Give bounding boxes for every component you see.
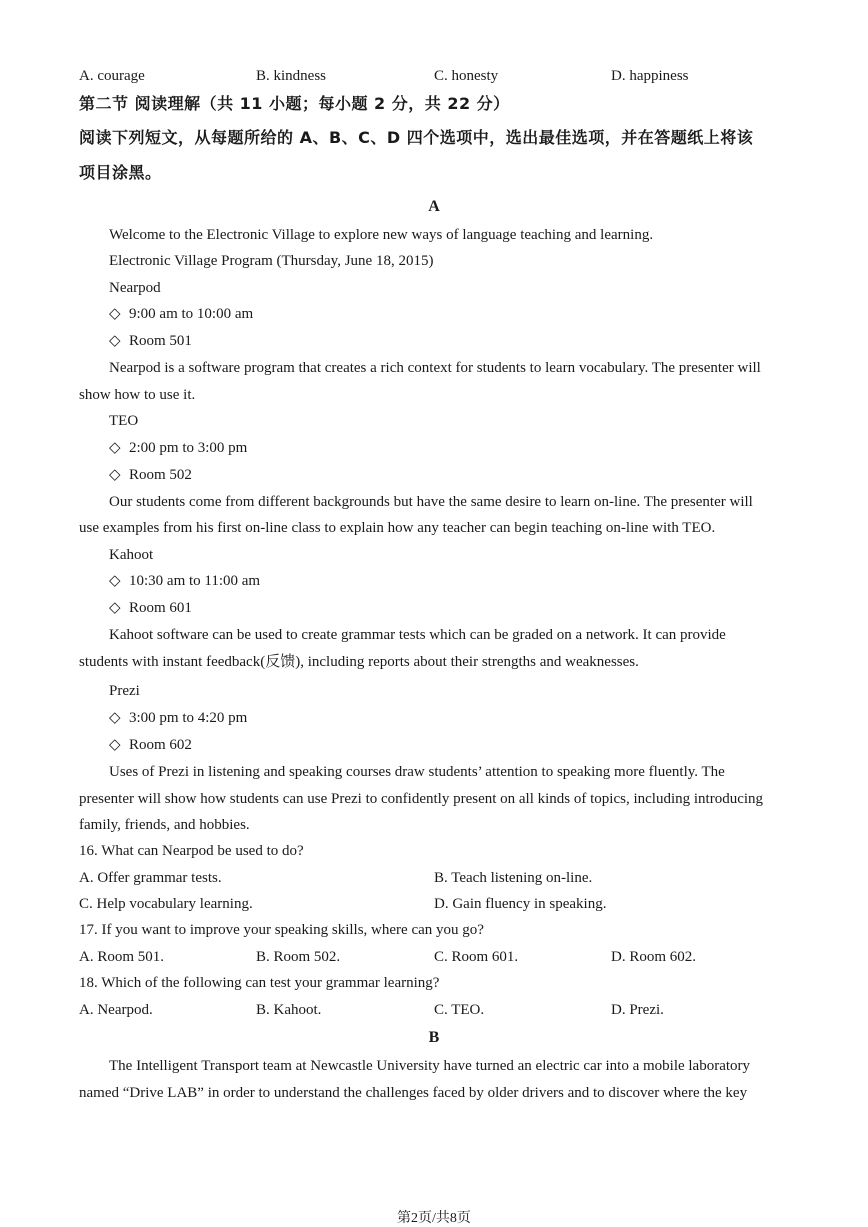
session-prezi-desc-cont: presenter will show how students can use Prezi to confidently present on all kinds of topics, including introducing [79, 791, 764, 807]
program-title: Electronic Village Program (Thursday, June 18, 2015) [109, 253, 434, 269]
session-nearpod-desc: Nearpod is a software program that creates a rich context for students to learn vocabulary. The presenter will [109, 360, 761, 376]
passage-a-label: A [428, 198, 440, 215]
session-teo-room: ◇ Room 502 [109, 467, 192, 483]
diamond-bullet-icon: ◇ [109, 737, 121, 753]
session-teo-name: TEO [109, 413, 139, 429]
session-nearpod-time: ◇ 9:00 am to 10:00 am [109, 306, 254, 322]
section-heading: 第二节 阅读理解（共 11 小题；每小题 2 分，共 22 分） [79, 94, 510, 113]
session-prezi-name: Prezi [109, 683, 140, 699]
session-kahoot-time: ◇ 10:30 am to 11:00 am [109, 573, 261, 589]
q18-option-c: C. TEO. [434, 1002, 485, 1018]
q18-stem: 18. Which of the following can test your grammar learning? [79, 975, 440, 991]
diamond-bullet-icon: ◇ [109, 467, 121, 483]
q18-option-b: B. Kahoot. [256, 1002, 322, 1018]
session-kahoot-desc: Kahoot software can be used to create grammar tests which can be graded on a network. It can provide [109, 627, 726, 643]
session-prezi-time: ◇ 3:00 pm to 4:20 pm [109, 710, 248, 726]
q15-option-b: B. kindness [256, 68, 327, 84]
diamond-bullet-icon: ◇ [109, 573, 121, 589]
q17-option-a: A. Room 501. [79, 949, 165, 965]
session-nearpod-name: Nearpod [109, 280, 161, 296]
session-prezi-desc-end: family, friends, and hobbies. [79, 817, 250, 833]
session-kahoot-room: ◇ Room 601 [109, 600, 192, 616]
session-kahoot-desc-cont: students with instant feedback(反馈), including reports about their strengths and weaknesses. [79, 654, 639, 670]
passage-a-intro: Welcome to the Electronic Village to explore new ways of language teaching and learning. [109, 227, 654, 243]
q16-stem: 16. What can Nearpod be used to do? [79, 843, 304, 859]
diamond-bullet-icon: ◇ [109, 306, 121, 322]
diamond-bullet-icon: ◇ [109, 333, 121, 349]
diamond-bullet-icon: ◇ [109, 710, 121, 726]
session-kahoot-name: Kahoot [109, 547, 154, 563]
q17-stem: 17. If you want to improve your speaking skills, where can you go? [79, 922, 484, 938]
q16-option-b: B. Teach listening on-line. [434, 870, 593, 886]
q16-option-a: A. Offer grammar tests. [79, 870, 222, 886]
q16-option-c: C. Help vocabulary learning. [79, 896, 253, 912]
session-teo-desc-cont: use examples from his first on-line class to explain how any teacher can begin teaching on-line with TEO. [79, 520, 716, 536]
passage-b-line1: The Intelligent Transport team at Newcastle University have turned an electric car into a mobile laboratory [109, 1058, 751, 1074]
q18-option-d: D. Prezi. [611, 1002, 664, 1018]
q15-option-c: C. honesty [434, 68, 499, 84]
passage-b-line2: named “Drive LAB” in order to understand the challenges faced by older drivers and to discover where the key [79, 1085, 748, 1101]
q15-option-a: A. courage [79, 68, 145, 84]
section-instruction-line1: 阅读下列短文，从每题所给的 A、B、C、D 四个选项中，选出最佳选项，并在答题纸上将该 [79, 128, 754, 147]
session-teo-desc: Our students come from different backgrounds but have the same desire to learn on-line. The presenter will [109, 494, 753, 510]
q17-option-c: C. Room 601. [434, 949, 519, 965]
passage-b-label: B [428, 1029, 440, 1046]
session-nearpod-room: ◇ Room 501 [109, 333, 192, 349]
q16-option-d: D. Gain fluency in speaking. [434, 896, 607, 912]
session-nearpod-desc-cont: show how to use it. [79, 387, 196, 403]
q15-option-d: D. happiness [611, 68, 689, 84]
page-number: 第2页/共8页 [397, 1211, 471, 1226]
section-instruction-line2: 项目涂黑。 [79, 163, 162, 182]
diamond-bullet-icon: ◇ [109, 600, 121, 616]
diamond-bullet-icon: ◇ [109, 440, 121, 456]
session-prezi-room: ◇ Room 602 [109, 737, 192, 753]
q17-option-b: B. Room 502. [256, 949, 341, 965]
session-teo-time: ◇ 2:00 pm to 3:00 pm [109, 440, 248, 456]
q18-option-a: A. Nearpod. [79, 1002, 153, 1018]
q17-option-d: D. Room 602. [611, 949, 697, 965]
session-prezi-desc: Uses of Prezi in listening and speaking courses draw students’ attention to speaking more fluently. The [109, 764, 725, 780]
